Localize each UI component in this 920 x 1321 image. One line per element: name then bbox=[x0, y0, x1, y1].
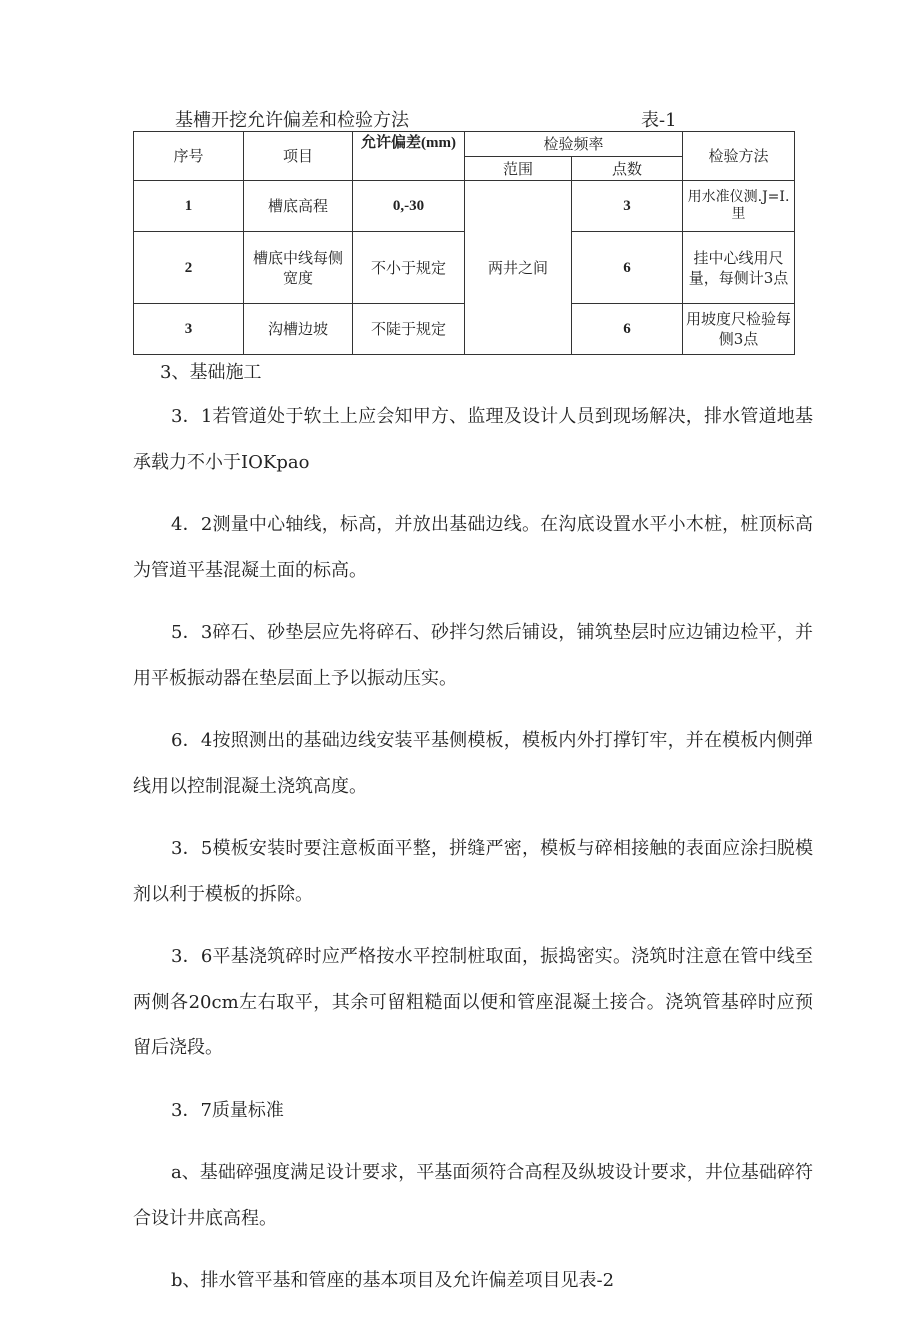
header-frequency: 检验频率 bbox=[465, 132, 683, 157]
row-seq: 2 bbox=[134, 232, 244, 304]
paragraph: 6．4按照测出的基础边线安装平基侧模板，模板内外打撑钉牢，并在模板内侧弹线用以控制混凝土浇筑高度。 bbox=[133, 730, 813, 797]
header-item: 项目 bbox=[244, 132, 353, 181]
table-row bbox=[134, 232, 795, 304]
body-text bbox=[133, 394, 813, 1321]
row-points: 6 bbox=[572, 304, 683, 355]
row-seq: 3 bbox=[134, 304, 244, 355]
header-range: 范围 bbox=[465, 157, 572, 181]
header-method: 检验方法 bbox=[683, 132, 795, 181]
row-method: 用坡度尺检验每侧3点 bbox=[683, 304, 795, 355]
row-item: 槽底高程 bbox=[244, 181, 353, 232]
table-header-row bbox=[134, 132, 795, 157]
paragraph: 3．7质量标准 bbox=[171, 1099, 284, 1121]
row-seq: 1 bbox=[134, 181, 244, 232]
paragraph: 3．6平基浇筑碎时应严格按水平控制桩取面，振捣密实。浇筑时注意在管中线至两侧各20cm左右取平，其余可留粗糙面以便和管座混凝土接合。浇筑管基碎时应预留后浇段。 bbox=[133, 946, 813, 1058]
row-tolerance: 不小于规定 bbox=[353, 232, 465, 304]
table-number: 表-1 bbox=[641, 110, 677, 131]
table-caption: 基槽开挖允许偏差和检验方法 bbox=[175, 110, 409, 131]
paragraph: a、基础碎强度满足设计要求，平基面须符合高程及纵坡设计要求，井位基础碎符合设计井底高程。 bbox=[133, 1162, 813, 1229]
paragraph: b、排水管平基和管座的基本项目及允许偏差项目见表-2 bbox=[171, 1270, 615, 1291]
row-tolerance: 不陡于规定 bbox=[353, 304, 465, 355]
table-row bbox=[134, 304, 795, 355]
row-points: 6 bbox=[572, 232, 683, 304]
paragraph: 3．5模板安装时要注意板面平整，拼缝严密，模板与碎相接触的表面应涂扫脱模剂以利于模板的拆除。 bbox=[133, 838, 813, 905]
header-points: 点数 bbox=[572, 157, 683, 181]
header-tolerance-label: 允许偏差(mm) bbox=[361, 135, 456, 151]
section-heading: 3、基础施工 bbox=[160, 362, 262, 383]
row-item: 沟槽边坡 bbox=[244, 304, 353, 355]
header-seq: 序号 bbox=[134, 132, 244, 181]
table-row bbox=[134, 181, 795, 232]
paragraph: 4．2测量中心轴线，标高，并放出基础边线。在沟底设置水平小木桩，桩顶标高为管道平基混凝土面的标高。 bbox=[133, 514, 813, 581]
row-item: 槽底中线每侧宽度 bbox=[244, 232, 353, 304]
header-tolerance bbox=[353, 132, 465, 181]
row-range-merged: 两井之间 bbox=[465, 181, 572, 355]
row-method: 挂中心线用尺量，每侧计3点 bbox=[683, 232, 795, 304]
paragraph: 3．1若管道处于软土上应会知甲方、监理及设计人员到现场解决，排水管道地基承载力不小于IOKpao bbox=[133, 406, 813, 473]
tolerance-table bbox=[133, 131, 795, 355]
paragraph: 5．3碎石、砂垫层应先将碎石、砂拌匀然后铺设，铺筑垫层时应边铺边检平，并用平板振动器在垫层面上予以振动压实。 bbox=[133, 622, 813, 689]
row-tolerance: 0,-30 bbox=[353, 181, 465, 232]
row-points: 3 bbox=[572, 181, 683, 232]
row-method: 用水准仪测.J=I.里 bbox=[683, 181, 795, 232]
